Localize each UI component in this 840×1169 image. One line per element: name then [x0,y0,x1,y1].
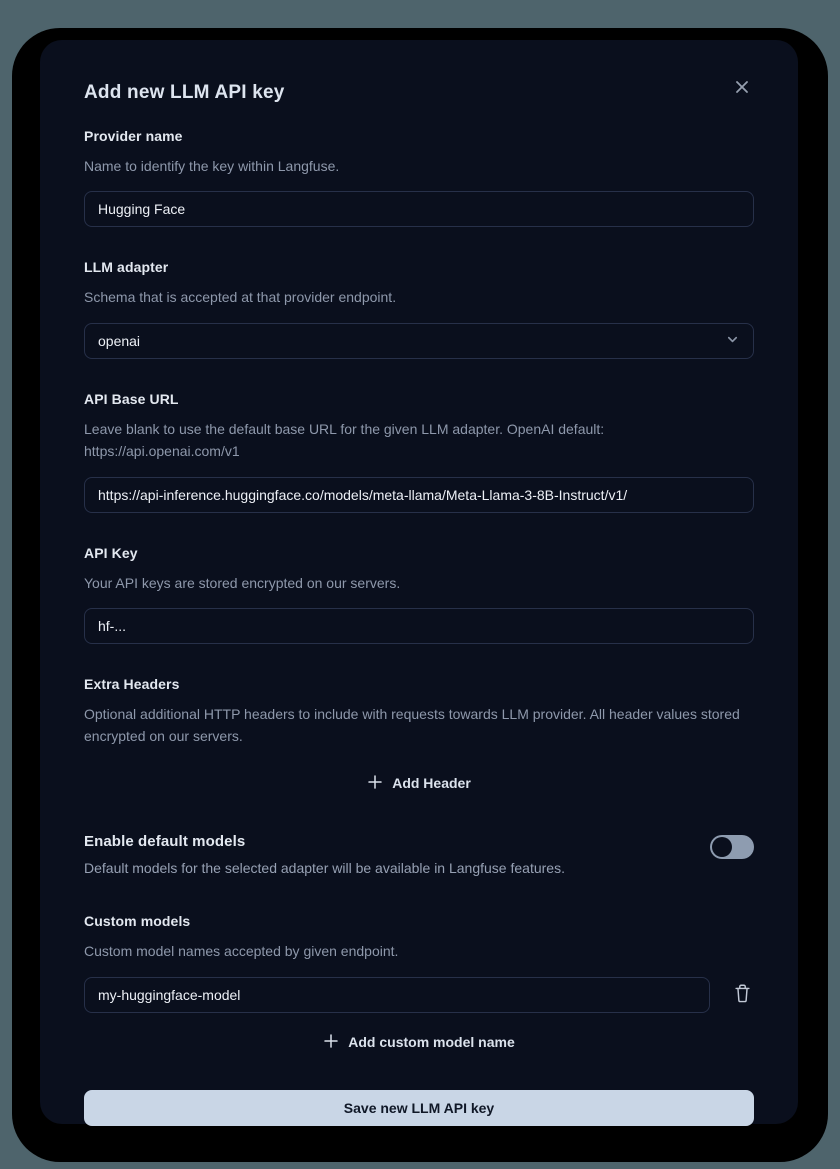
add-custom-model-row [84,1033,754,1052]
api-key-section [84,545,754,644]
add-llm-api-key-dialog [40,40,798,1124]
enable-default-models-section [84,833,754,879]
provider-name-input[interactable] [84,191,754,227]
provider-name-description: Name to identify the key within Langfuse. [84,158,340,174]
toggle-knob [712,837,732,857]
custom-models-description: Custom model names accepted by given endpoint. [84,943,399,960]
dialog-header [84,76,754,104]
save-button[interactable]: Save new LLM API key [84,1090,754,1126]
api-base-url-input[interactable] [84,477,754,513]
plus-icon [323,1033,339,1052]
custom-models-label: Custom models [84,913,191,930]
enable-default-models-toggle[interactable] [710,835,754,859]
custom-model-row [84,977,754,1013]
llm-adapter-description: Schema that is accepted at that provider endpoint. [84,289,397,306]
chevron-down-icon [725,332,740,350]
plus-icon [367,774,383,793]
close-button[interactable] [730,76,754,100]
api-key-input[interactable] [84,608,754,644]
add-header-label: Add Header [392,775,471,792]
add-header-button[interactable] [367,774,471,793]
close-icon [734,79,750,98]
extra-headers-label: Extra Headers [84,675,180,692]
api-base-url-label: API Base URL [84,390,179,407]
provider-name-label: Provider name [84,128,183,144]
add-custom-model-label: Add custom model name [348,1034,515,1051]
extra-headers-description: Optional additional HTTP headers to include with requests towards LLM provider. All header values stored encrypted on our servers. [84,705,740,745]
custom-models-section [84,913,754,1051]
enable-default-models-label: Enable default models [84,832,246,850]
api-base-url-section [84,391,754,513]
llm-adapter-section [84,259,754,358]
delete-custom-model-button[interactable] [730,983,754,1007]
add-custom-model-button[interactable] [323,1033,514,1052]
custom-model-input[interactable] [84,977,710,1013]
dialog-title: Add new LLM API key [84,82,285,103]
extra-headers-section [84,676,754,793]
trash-icon [733,983,752,1006]
add-header-row [84,774,754,793]
api-base-url-description: Leave blank to use the default base URL for the given LLM adapter. OpenAI default: https://api.openai.com/v1 [84,420,605,460]
llm-adapter-label: LLM adapter [84,259,169,276]
llm-adapter-select[interactable] [84,323,754,359]
enable-default-models-text [84,833,565,879]
api-key-label: API Key [84,544,138,561]
enable-default-models-description: Default models for the selected adapter will be available in Langfuse features. [84,859,565,876]
llm-adapter-selected-value: openai [98,332,141,349]
api-key-description: Your API keys are stored encrypted on our servers. [84,574,401,591]
provider-name-section [84,128,754,227]
